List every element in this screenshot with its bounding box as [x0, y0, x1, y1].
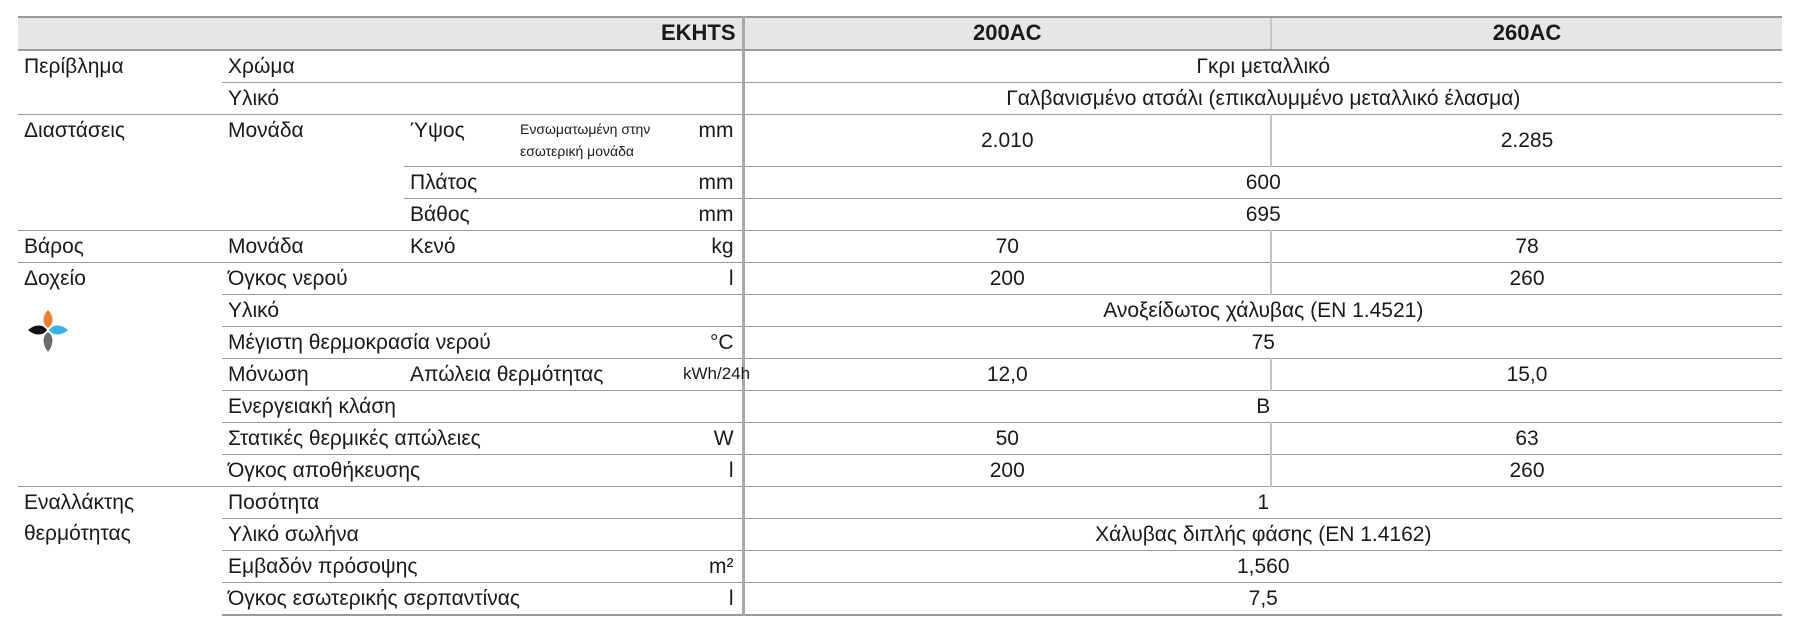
storage-label: Όγκος αποθήκευσης	[222, 455, 677, 487]
housing-material-row	[18, 83, 1782, 115]
weight-unit-label: Μονάδα	[222, 231, 404, 263]
face-area-unit: m²	[677, 551, 743, 583]
blue-drop-icon	[49, 326, 68, 335]
depth-unit: mm	[677, 199, 743, 231]
orange-drop-icon	[44, 310, 53, 328]
storage-unit: l	[677, 455, 743, 487]
tank-max-temp-row	[18, 327, 1782, 359]
housing-label: Περίβλημα	[24, 55, 124, 79]
coil-volume-label: Όγκος εσωτερικής σερπαντίνας	[222, 583, 677, 616]
pipe-material-value: Χάλυβας διπλής φάσης (EN 1.4162)	[743, 519, 1782, 551]
height-260ac: 2.285	[1271, 115, 1782, 167]
height-200ac: 2.010	[743, 115, 1271, 167]
energy-class-value: B	[743, 391, 1782, 423]
width-label: Πλάτος	[404, 167, 677, 199]
exchanger-label	[18, 487, 222, 616]
static-loss-200ac: 50	[743, 423, 1271, 455]
tank-static-loss-row	[18, 423, 1782, 455]
storage-200ac: 200	[743, 455, 1271, 487]
static-loss-260ac: 63	[1271, 423, 1782, 455]
pipe-material-label: Υλικό σωλήνα	[222, 519, 677, 551]
spec-sheet	[18, 16, 1782, 616]
static-loss-label: Στατικές θερμικές απώλειες	[222, 423, 677, 455]
depth-value: 695	[743, 199, 1782, 231]
storage-260ac: 260	[1271, 455, 1782, 487]
weight-260ac: 78	[1271, 231, 1782, 263]
max-temp-unit: °C	[677, 327, 743, 359]
width-value: 600	[743, 167, 1782, 199]
weight-label: Βάρος	[18, 231, 222, 263]
tank-material-row	[18, 295, 1782, 327]
tank-energy-class-row	[18, 391, 1782, 423]
depth-label: Βάθος	[404, 199, 677, 231]
face-area-label: Εμβαδόν πρόσοψης	[222, 551, 677, 583]
water-volume-260ac: 260	[1271, 263, 1782, 295]
water-volume-200ac: 200	[743, 263, 1271, 295]
coil-volume-unit: l	[677, 583, 743, 616]
weight-row	[18, 231, 1782, 263]
dimensions-height-row	[18, 115, 1782, 167]
spec-table	[18, 16, 1782, 616]
heat-loss-260ac: 15,0	[1271, 359, 1782, 391]
height-unit: mm	[677, 115, 743, 167]
height-label: Ύψος	[404, 115, 520, 167]
water-volume-label: Όγκος νερού	[222, 263, 677, 295]
housing-material-value: Γαλβανισμένο ατσάλι (επικαλυμμένο μεταλλικό έλασμα)	[743, 83, 1782, 115]
insulation-label: Μόνωση	[222, 359, 404, 391]
model-260ac-header: 260AC	[1271, 17, 1782, 50]
static-loss-unit: W	[677, 423, 743, 455]
face-area-value: 1,560	[743, 551, 1782, 583]
heat-loss-label: Απώλεια θερμότητας	[404, 359, 677, 391]
exchanger-coil-volume-row	[18, 583, 1782, 616]
tank-material-value: Ανοξείδωτος χάλυβας (EN 1.4521)	[743, 295, 1782, 327]
width-unit: mm	[677, 167, 743, 199]
housing-color-row	[18, 50, 1782, 83]
gray-drop-icon	[44, 332, 53, 352]
dimensions-width-row	[18, 167, 1782, 199]
heat-loss-unit: kWh/24h	[677, 359, 743, 391]
exchanger-face-area-row	[18, 551, 1782, 583]
tank-volume-row	[18, 263, 1782, 295]
black-drop-icon	[28, 326, 47, 335]
exchanger-label-line2: θερμότητας	[24, 522, 131, 546]
dimensions-unit-label: Μονάδα	[222, 115, 404, 167]
color-value: Γκρι μεταλλικό	[743, 50, 1782, 83]
exchanger-label-line1: Εναλλάκτης	[24, 491, 135, 514]
tank-insulation-row	[18, 359, 1782, 391]
water-drops-logo-icon	[26, 306, 70, 356]
exchanger-pipe-material-row	[18, 519, 1782, 551]
tank-storage-row	[18, 455, 1782, 487]
heat-loss-200ac: 12,0	[743, 359, 1271, 391]
weight-200ac: 70	[743, 231, 1271, 263]
max-temp-label: Μέγιστη θερμοκρασία νερού	[222, 327, 677, 359]
max-temp-value: 75	[743, 327, 1782, 359]
coil-volume-value: 7,5	[743, 583, 1782, 616]
model-label: EKHTS	[18, 17, 743, 50]
color-label: Χρώμα	[228, 54, 295, 78]
weight-empty-label: Κενό	[404, 231, 677, 263]
header-row	[18, 17, 1782, 50]
housing-material-label: Υλικό	[222, 83, 677, 115]
height-note: Ενσωματωμένη στην εσωτερική μονάδα	[520, 120, 651, 159]
quantity-label: Ποσότητα	[222, 487, 677, 519]
weight-unit: kg	[677, 231, 743, 263]
energy-class-label: Ενεργειακή κλάση	[222, 391, 677, 423]
dimensions-depth-row	[18, 199, 1782, 231]
exchanger-quantity-row	[18, 487, 1782, 519]
dimensions-label: Διαστάσεις	[18, 115, 222, 167]
water-volume-unit: l	[677, 263, 743, 295]
quantity-value: 1	[743, 487, 1782, 519]
tank-label: Δοχείο	[24, 267, 86, 290]
model-200ac-header: 200AC	[743, 17, 1271, 50]
tank-material-label: Υλικό	[222, 295, 677, 327]
